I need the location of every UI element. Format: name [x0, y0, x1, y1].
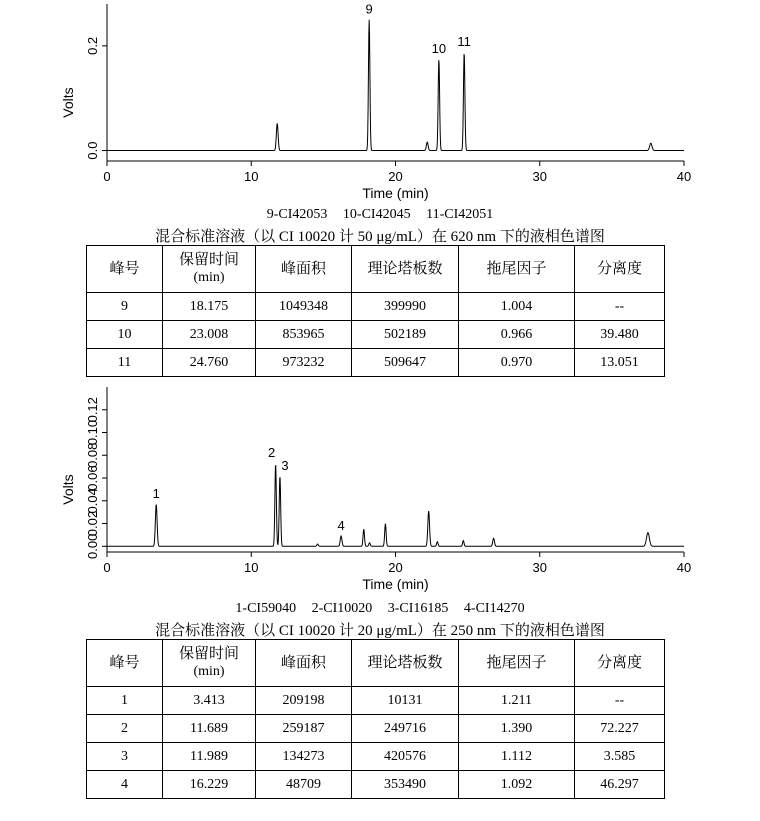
table-cell: 18.175	[163, 293, 256, 321]
legend-item: 10-CI42045	[342, 207, 411, 222]
table-cell: 0.970	[459, 349, 575, 377]
table-cell: 13.051	[575, 349, 665, 377]
x-axis-label: Time (min)	[362, 576, 429, 592]
header-label: 保留时间	[178, 646, 239, 662]
table-cell: 23.008	[163, 321, 256, 349]
table-cell: 3.413	[163, 687, 256, 715]
y-tick-label: 0.2	[85, 36, 100, 55]
peak-label: 2	[267, 445, 276, 461]
table-cell: 509647	[352, 349, 459, 377]
table-body	[87, 293, 665, 377]
legend-250nm	[0, 601, 760, 617]
table-row	[87, 293, 665, 321]
y-tick-label: 0.00	[85, 533, 100, 559]
caption-250nm: 混合标准溶液（以 CI 10020 计 20 μg/mL）在 250 nm 下的液相色谱图	[155, 623, 605, 639]
header-label: 保留时间	[178, 252, 239, 268]
y-tick-label: 0.08	[85, 442, 100, 468]
peak-label: 11	[457, 34, 471, 50]
col-header-tailing: 拖尾因子	[459, 640, 575, 687]
col-header-resolution: 分离度	[575, 640, 665, 687]
table-cell: 134273	[256, 743, 352, 771]
legend-item: 9-CI42053	[266, 207, 328, 222]
x-tick-label: 30	[532, 169, 547, 184]
x-tick-label: 0	[103, 560, 111, 575]
legend-620nm	[0, 207, 760, 223]
table-cell: 4	[87, 771, 163, 799]
table-cell: 72.227	[575, 715, 665, 743]
table-cell: 48709	[256, 771, 352, 799]
table-cell: 16.229	[163, 771, 256, 799]
table-cell: 259187	[256, 715, 352, 743]
chromatogram-250nm	[0, 380, 760, 600]
y-tick-label: 0.0	[85, 141, 100, 160]
table-cell: 1.211	[459, 687, 575, 715]
table-row	[87, 349, 665, 377]
table-cell: 10	[87, 321, 163, 349]
x-tick-label: 10	[244, 169, 259, 184]
legend-item: 3-CI16185	[387, 601, 449, 616]
table-cell: 46.297	[575, 771, 665, 799]
table-cell: 3.585	[575, 743, 665, 771]
table-body	[87, 687, 665, 799]
table-cell: 973232	[256, 349, 352, 377]
table-cell: --	[575, 293, 665, 321]
x-tick-label: 40	[676, 560, 692, 575]
table-cell: 1	[87, 687, 163, 715]
peak-label: 1	[152, 486, 160, 502]
col-header-retention	[163, 246, 256, 293]
col-header-area: 峰面积	[256, 246, 352, 293]
legend-item: 4-CI14270	[463, 601, 525, 616]
table-row	[87, 771, 665, 799]
table-cell: 853965	[256, 321, 352, 349]
peak-label: 10	[431, 40, 447, 56]
table-row	[87, 743, 665, 771]
y-tick-label: 0.04	[85, 488, 100, 514]
table-cell: 399990	[352, 293, 459, 321]
table-cell: 1.112	[459, 743, 575, 771]
peak-table-620nm	[86, 245, 665, 377]
table-cell: --	[575, 687, 665, 715]
caption-620nm: 混合标准溶液（以 CI 10020 计 50 μg/mL）在 620 nm 下的液相色谱图	[155, 229, 605, 245]
table-cell: 39.480	[575, 321, 665, 349]
y-tick-label: 0.12	[85, 397, 100, 423]
table-header-row	[87, 640, 665, 687]
table-cell: 24.760	[163, 349, 256, 377]
peak-label: 9	[365, 1, 373, 17]
table-cell: 11.689	[163, 715, 256, 743]
col-header-resolution: 分离度	[575, 246, 665, 293]
header-unit: (min)	[193, 270, 225, 285]
table-cell: 502189	[352, 321, 459, 349]
chromatogram-trace	[107, 20, 684, 151]
table-cell: 1.004	[459, 293, 575, 321]
x-tick-label: 40	[676, 169, 692, 184]
chromatogram-trace	[107, 465, 684, 546]
table-cell: 11.989	[163, 743, 256, 771]
col-header-tailing: 拖尾因子	[459, 246, 575, 293]
table-cell: 420576	[352, 743, 459, 771]
table-row	[87, 321, 665, 349]
y-tick-label: 0.06	[85, 465, 100, 491]
col-header-peak: 峰号	[87, 246, 163, 293]
peak-label: 4	[337, 518, 345, 534]
col-header-retention	[163, 640, 256, 687]
x-tick-label: 30	[532, 560, 547, 575]
legend-item: 1-CI59040	[235, 601, 297, 616]
header-unit: (min)	[193, 664, 225, 679]
x-axis-label: Time (min)	[362, 185, 429, 201]
peak-table-250nm	[86, 639, 665, 799]
table-cell: 209198	[256, 687, 352, 715]
col-header-area: 峰面积	[256, 640, 352, 687]
y-axis-label: Volts	[60, 87, 76, 118]
table-cell: 1.390	[459, 715, 575, 743]
x-tick-label: 20	[388, 169, 403, 184]
table-row	[87, 687, 665, 715]
y-tick-label: 0.02	[85, 510, 100, 537]
y-tick-label: 0.10	[85, 419, 100, 446]
table-cell: 2	[87, 715, 163, 743]
col-header-plates: 理论塔板数	[352, 640, 459, 687]
legend-item: 2-CI10020	[311, 601, 373, 616]
table-cell: 353490	[352, 771, 459, 799]
table-cell: 249716	[352, 715, 459, 743]
table-cell: 1049348	[256, 293, 352, 321]
table-cell: 11	[87, 349, 163, 377]
col-header-plates: 理论塔板数	[352, 246, 459, 293]
x-tick-label: 10	[244, 560, 259, 575]
legend-item: 11-CI42051	[426, 207, 494, 222]
col-header-peak: 峰号	[87, 640, 163, 687]
table-row	[87, 715, 665, 743]
table-header-row	[87, 246, 665, 293]
x-tick-label: 0	[103, 169, 111, 184]
x-tick-label: 20	[388, 560, 403, 575]
y-axis-label: Volts	[60, 474, 76, 505]
table-cell: 9	[87, 293, 163, 321]
peak-label: 3	[281, 457, 289, 473]
table-cell: 1.092	[459, 771, 575, 799]
chromatogram-620nm	[0, 0, 760, 205]
table-cell: 3	[87, 743, 163, 771]
table-cell: 10131	[352, 687, 459, 715]
table-cell: 0.966	[459, 321, 575, 349]
